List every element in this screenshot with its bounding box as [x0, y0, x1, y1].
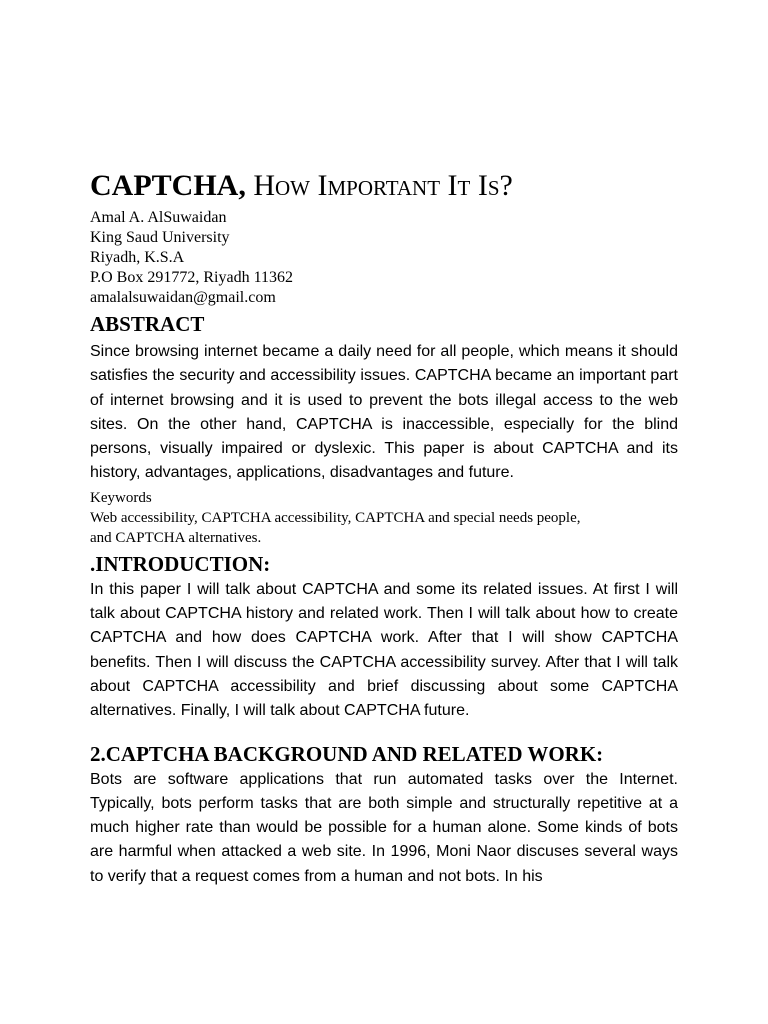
paper-content	[90, 166, 678, 889]
author-city: Riyadh, K.S.A	[90, 249, 185, 266]
introduction-text: In this paper I will talk about CAPTCHA and some its related issues. At first I will talk about CAPTCHA history and related work. Then I will talk about how to create CAPTCHA and how does CAPTCHA work. After that I will show CAPTCHA benefits. Then I will discuss the CAPTCHA accessibility survey. After that I will talk about CAPTCHA accessibility and brief discussing about some CAPTCHA alternatives. Finally, I will talk about CAPTCHA future.	[90, 580, 678, 720]
background-text: Bots are software applications that run automated tasks over the Internet. Typically, bots perform tasks that are both simple and structurally repetitive at a much higher rate than would be possible for a human alone. Some kinds of bots are harmful when attacked a web site. In 1996, Moni Naor discuses several ways to verify that a request comes from a human and not bots. In his	[90, 770, 678, 885]
background-heading: 2.CAPTCHA BACKGROUND AND RELATED WORK:	[90, 741, 604, 766]
keywords-line-2: and CAPTCHA alternatives.	[90, 529, 262, 546]
author-name: Amal A. AlSuwaidan	[90, 209, 227, 226]
author-block	[90, 208, 678, 308]
author-university: King Saud University	[90, 229, 230, 246]
keywords-line-1: Web accessibility, CAPTCHA accessibility, CAPTCHA and special needs people,	[90, 509, 581, 526]
title-rest: How Important It Is?	[253, 169, 513, 202]
author-address: P.O Box 291772, Riyadh 11362	[90, 269, 293, 286]
keywords-heading: Keywords	[90, 489, 152, 506]
abstract-text: Since browsing internet became a daily need for all people, which means it should satisfies the security and accessibility issues. CAPTCHA became an important part of internet browsing and it is used to prevent the bots illegal access to the web sites. On the other hand, CAPTCHA is inaccessible, especially for the blind persons, visually impaired or dyslexic. This paper is about CAPTCHA and its history, advantages, applications, disadvantages and future.	[90, 343, 678, 482]
author-email: amalalsuwaidan@gmail.com	[90, 289, 276, 306]
paper-title	[90, 166, 678, 206]
keywords-block	[90, 488, 678, 548]
introduction-heading: .INTRODUCTION:	[90, 551, 271, 576]
abstract-heading: ABSTRACT	[90, 312, 205, 336]
title-bold-part: CAPTCHA,	[90, 169, 246, 202]
